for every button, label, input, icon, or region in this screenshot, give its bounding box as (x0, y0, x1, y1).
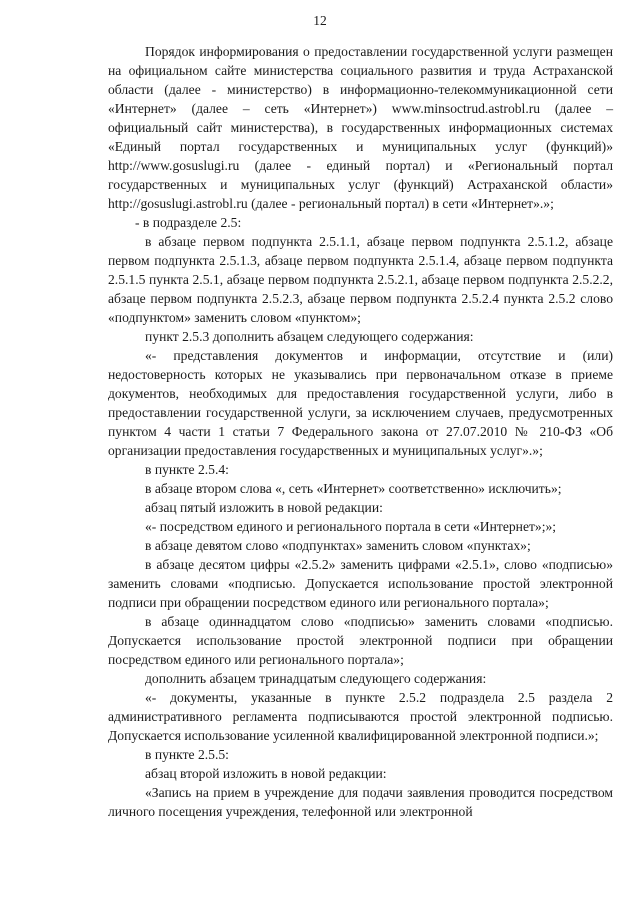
paragraph-ninth-abzac: в абзаце девятом слово «подпунктах» заменить словом «пунктах»; (145, 538, 531, 553)
paragraph-tenth-abzac: в абзаце десятом цифры «2.5.2» заменить цифрами «2.5.1», слово «подписью» заменить словами «подписью. Допускается использование простой электронной подписи при обращении посредством единого или регионального портала»; (108, 557, 613, 610)
paragraph-fifth-abzac: абзац пятый изложить в новой редакции: (145, 500, 383, 515)
paragraph-supplement-2-5-3: пункт 2.5.3 дополнить абзацем следующего содержания: (145, 329, 474, 344)
paragraph-eleventh-abzac: в абзаце одиннадцатом слово «подписью» заменить словами «подписью. Допускается использование простой электронной подписи при обращении посредством единого или регионального портала»; (108, 614, 613, 667)
paragraph-second-abzac: в абзаце втором слова «, сеть «Интернет» соответственно» исключить»; (145, 481, 562, 496)
paragraph-quote-documents: «- представления документов и информации, отсутствие и (или) недостоверность которых не указывались при первоначальном отказе в приеме документов, необходимых для предоставления государственной услуги, либо в предоставлении государственной услуги, за исключением случаев, предусмотренных пунктом 4 части 1 статьи 7 Федерального закона от 27.07.2010 № 210-ФЗ «Об организации предоставления государственных и муниципальных услуг».»; (108, 348, 613, 458)
paragraph-informing-procedure: Порядок информирования о предоставлении государственной услуги размещен на официальном сайте министерства социального развития и труда Астраханской области (далее - министерство) в информационно-телекоммуникационной сети «Интернет» (далее – сеть «Интернет») www.minsoctrud.astrobl.ru (далее – официальный сайт министерства), в государственных информационных системах «Единый портал государственных и муниципальных услуг (функций)» http://www.gosuslugi.ru (далее - единый портал) и «Региональный портал государственных и муниципальных услуг (функций) Астраханской области» http://gosuslugi.astrobl.ru (далее - региональный портал) в сети «Интернет».»; (108, 44, 613, 211)
paragraph-second-abzac-new: абзац второй изложить в новой редакции: (145, 766, 387, 781)
paragraph-replace-word: в абзаце первом подпункта 2.5.1.1, абзаце первом подпункта 2.5.1.2, абзаце первом подпункта 2.5.1.3, абзаце первом подпункта 2.5.1.4, абзаце первом подпункта 2.5.1.5 пункта 2.5.1, абзаце первом подпункта 2.5.2.1, абзаце первом подпункта 2.5.2.2, абзаце первом подпункта 2.5.2.3, абзаце первом подпункта 2.5.2.4 пункта 2.5.2 слово «подпунктом» заменить словом «пунктом»; (108, 234, 613, 325)
paragraph-appointment-quote: «Запись на прием в учреждение для подачи заявления проводится посредством личного посещения учреждения, телефонной или электронной (108, 785, 613, 819)
paragraph-item-2-5-5: в пункте 2.5.5: (145, 747, 229, 762)
document-body (108, 42, 613, 821)
paragraph-subsection-heading: - в подразделе 2.5: (135, 215, 242, 230)
paragraph-item-2-5-4: в пункте 2.5.4: (145, 462, 229, 477)
paragraph-signature-quote: «- документы, указанные в пункте 2.5.2 подраздела 2.5 раздела 2 административного регламента подписываются простой электронной подписью. Допускается использование усиленной квалифицированной электронной подписи.»; (108, 690, 613, 743)
page-number: 12 (313, 13, 327, 28)
paragraph-portal-quote: «- посредством единого и регионального портала в сети «Интернет»;»; (145, 519, 557, 534)
paragraph-thirteenth-abzac: дополнить абзацем тринадцатым следующего содержания: (145, 671, 487, 686)
